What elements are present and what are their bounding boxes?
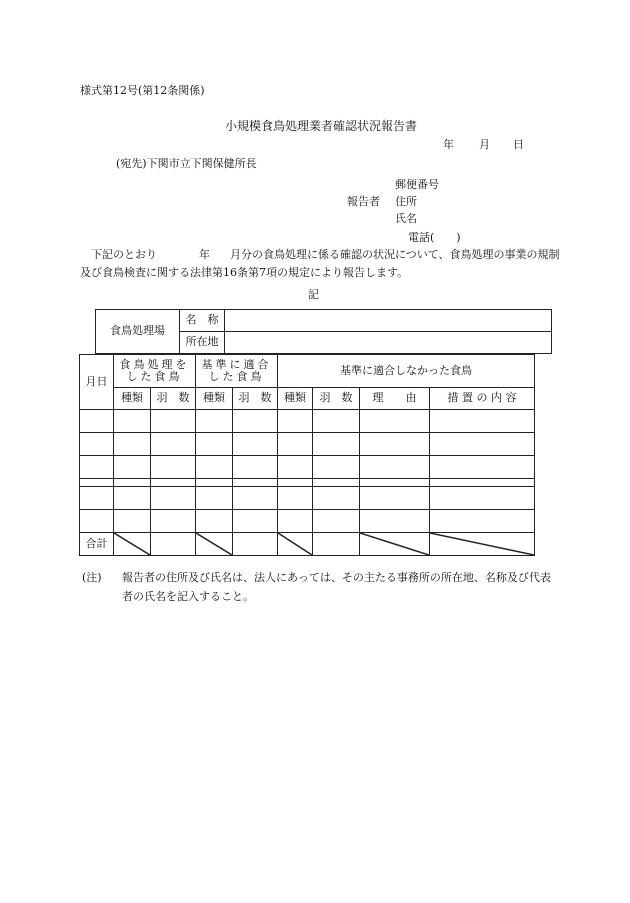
table-cell[interactable] [80, 410, 114, 433]
compliant-header-line2: した食鳥 [208, 370, 265, 383]
table-cell[interactable] [313, 410, 360, 433]
note-text-wrap [122, 568, 552, 606]
table-cell [233, 479, 278, 487]
table-cell[interactable] [114, 510, 151, 533]
table-cell[interactable] [196, 487, 233, 510]
table-cell[interactable] [196, 456, 233, 479]
table-cell[interactable] [430, 487, 535, 510]
table-cell[interactable] [233, 433, 278, 456]
diagonal-line-icon [278, 533, 312, 555]
diagonal-line-icon [114, 533, 150, 555]
table-cell[interactable] [114, 433, 151, 456]
body-text-year: 年 [199, 248, 210, 261]
table-cell[interactable] [313, 456, 360, 479]
report-table [79, 354, 535, 556]
processed-header-line2: した食鳥 [126, 370, 183, 383]
table-cell[interactable] [233, 487, 278, 510]
table-cell[interactable] [233, 456, 278, 479]
noncompliant-kind-header: 種類 [278, 388, 313, 410]
noncompliant-count-header: 羽 数 [313, 388, 360, 410]
compliant-header-line1: 基準に適合 [201, 357, 272, 371]
diagonal-line-icon [196, 533, 232, 555]
measures-header: 措 置 の 内 容 [430, 388, 535, 410]
address-label: 住所 [395, 195, 417, 208]
note-text: 報告者の住所及び氏名は、法人にあっては、その主たる事務所の所在地、名称及び代表者の氏名を記入すること。 [122, 571, 551, 603]
table-cell [360, 479, 430, 487]
table-cell[interactable] [151, 510, 196, 533]
table-cell[interactable] [430, 510, 535, 533]
table-cell[interactable] [430, 410, 535, 433]
reason-header: 理 由 [360, 388, 430, 410]
facility-location-field[interactable] [225, 332, 552, 354]
diagonal-cell [196, 533, 233, 556]
table-cell[interactable] [114, 410, 151, 433]
body-text-part1: 下記のとおり [91, 248, 157, 261]
table-cell [278, 479, 313, 487]
table-cell[interactable] [114, 487, 151, 510]
diagonal-cell [114, 533, 151, 556]
diagonal-cell [360, 533, 430, 556]
table-row [80, 487, 535, 510]
postal-code-label: 郵便番号 [395, 178, 439, 191]
table-cell[interactable] [313, 510, 360, 533]
table-row [80, 410, 535, 433]
diagonal-line-icon [360, 533, 429, 555]
table-cell[interactable] [360, 410, 430, 433]
ki-label: 記 [308, 288, 319, 301]
table-cell[interactable] [233, 410, 278, 433]
table-row [80, 456, 535, 479]
diagonal-line-icon [430, 533, 534, 555]
table-cell[interactable] [114, 456, 151, 479]
processed-kind-header: 種類 [114, 388, 151, 410]
compliant-count-header: 羽 数 [233, 388, 278, 410]
addressee: (宛先)下関市立下関保健所長 [116, 157, 257, 170]
total-processed-count[interactable] [151, 533, 196, 556]
facility-name-field[interactable] [225, 310, 552, 332]
table-cell[interactable] [278, 510, 313, 533]
body-text-part2: 月分の食鳥処理に係る確認の状況について、食鳥処理の事業の規制及び食鳥検査に関する法律第16条第7項の規定により報告します。 [80, 248, 560, 279]
diagonal-cell [430, 533, 535, 556]
table-cell[interactable] [360, 487, 430, 510]
day-label: 日 [513, 138, 524, 151]
total-label: 合計 [80, 533, 114, 556]
facility-table [95, 309, 552, 354]
body-paragraph [80, 246, 560, 282]
total-compliant-count[interactable] [233, 533, 278, 556]
processed-header-line1: 食鳥処理を [119, 357, 190, 371]
diagonal-cell [278, 533, 313, 556]
table-cell[interactable] [313, 433, 360, 456]
processed-header [114, 355, 196, 388]
year-label: 年 [443, 138, 454, 151]
table-cell[interactable] [151, 456, 196, 479]
table-cell[interactable] [151, 433, 196, 456]
date-header: 月日 [80, 355, 114, 410]
table-row [80, 433, 535, 456]
noncompliant-header: 基準に適合しなかった食鳥 [278, 355, 535, 388]
table-cell [80, 479, 114, 487]
table-cell[interactable] [430, 456, 535, 479]
total-noncompliant-count[interactable] [313, 533, 360, 556]
table-cell[interactable] [196, 433, 233, 456]
table-cell [114, 479, 151, 487]
table-cell [430, 479, 535, 487]
table-cell[interactable] [278, 410, 313, 433]
table-cell[interactable] [278, 433, 313, 456]
processed-count-header: 羽 数 [151, 388, 196, 410]
table-cell[interactable] [80, 433, 114, 456]
table-cell[interactable] [80, 487, 114, 510]
table-cell[interactable] [430, 433, 535, 456]
table-cell[interactable] [151, 410, 196, 433]
facility-location-label: 所在地 [180, 332, 225, 354]
table-cell [151, 479, 196, 487]
table-row [80, 510, 535, 533]
table-cell[interactable] [278, 487, 313, 510]
phone-label: 電話( ) [408, 231, 461, 244]
table-cell[interactable] [80, 510, 114, 533]
table-cell[interactable] [360, 433, 430, 456]
table-cell[interactable] [80, 456, 114, 479]
table-cell[interactable] [313, 487, 360, 510]
table-cell [313, 479, 360, 487]
compliant-kind-header: 種類 [196, 388, 233, 410]
table-cell[interactable] [360, 456, 430, 479]
table-cell[interactable] [196, 510, 233, 533]
table-cell[interactable] [278, 456, 313, 479]
table-cell[interactable] [360, 510, 430, 533]
total-row [80, 533, 535, 556]
compliant-header [196, 355, 278, 388]
table-cell[interactable] [196, 410, 233, 433]
name-label: 氏名 [395, 212, 417, 225]
note-label: (注) [82, 571, 102, 584]
facility-name-label: 名 称 [180, 310, 225, 332]
table-cell[interactable] [151, 487, 196, 510]
facility-label: 食鳥処理場 [96, 310, 180, 354]
table-row-gap [80, 479, 535, 487]
month-label: 月 [479, 138, 490, 151]
form-number: 様式第12号(第12条関係) [80, 84, 205, 97]
reporter-label: 報告者 [347, 195, 380, 208]
table-cell [196, 479, 233, 487]
table-cell[interactable] [233, 510, 278, 533]
document-title: 小規模食鳥処理業者確認状況報告書 [225, 119, 418, 133]
